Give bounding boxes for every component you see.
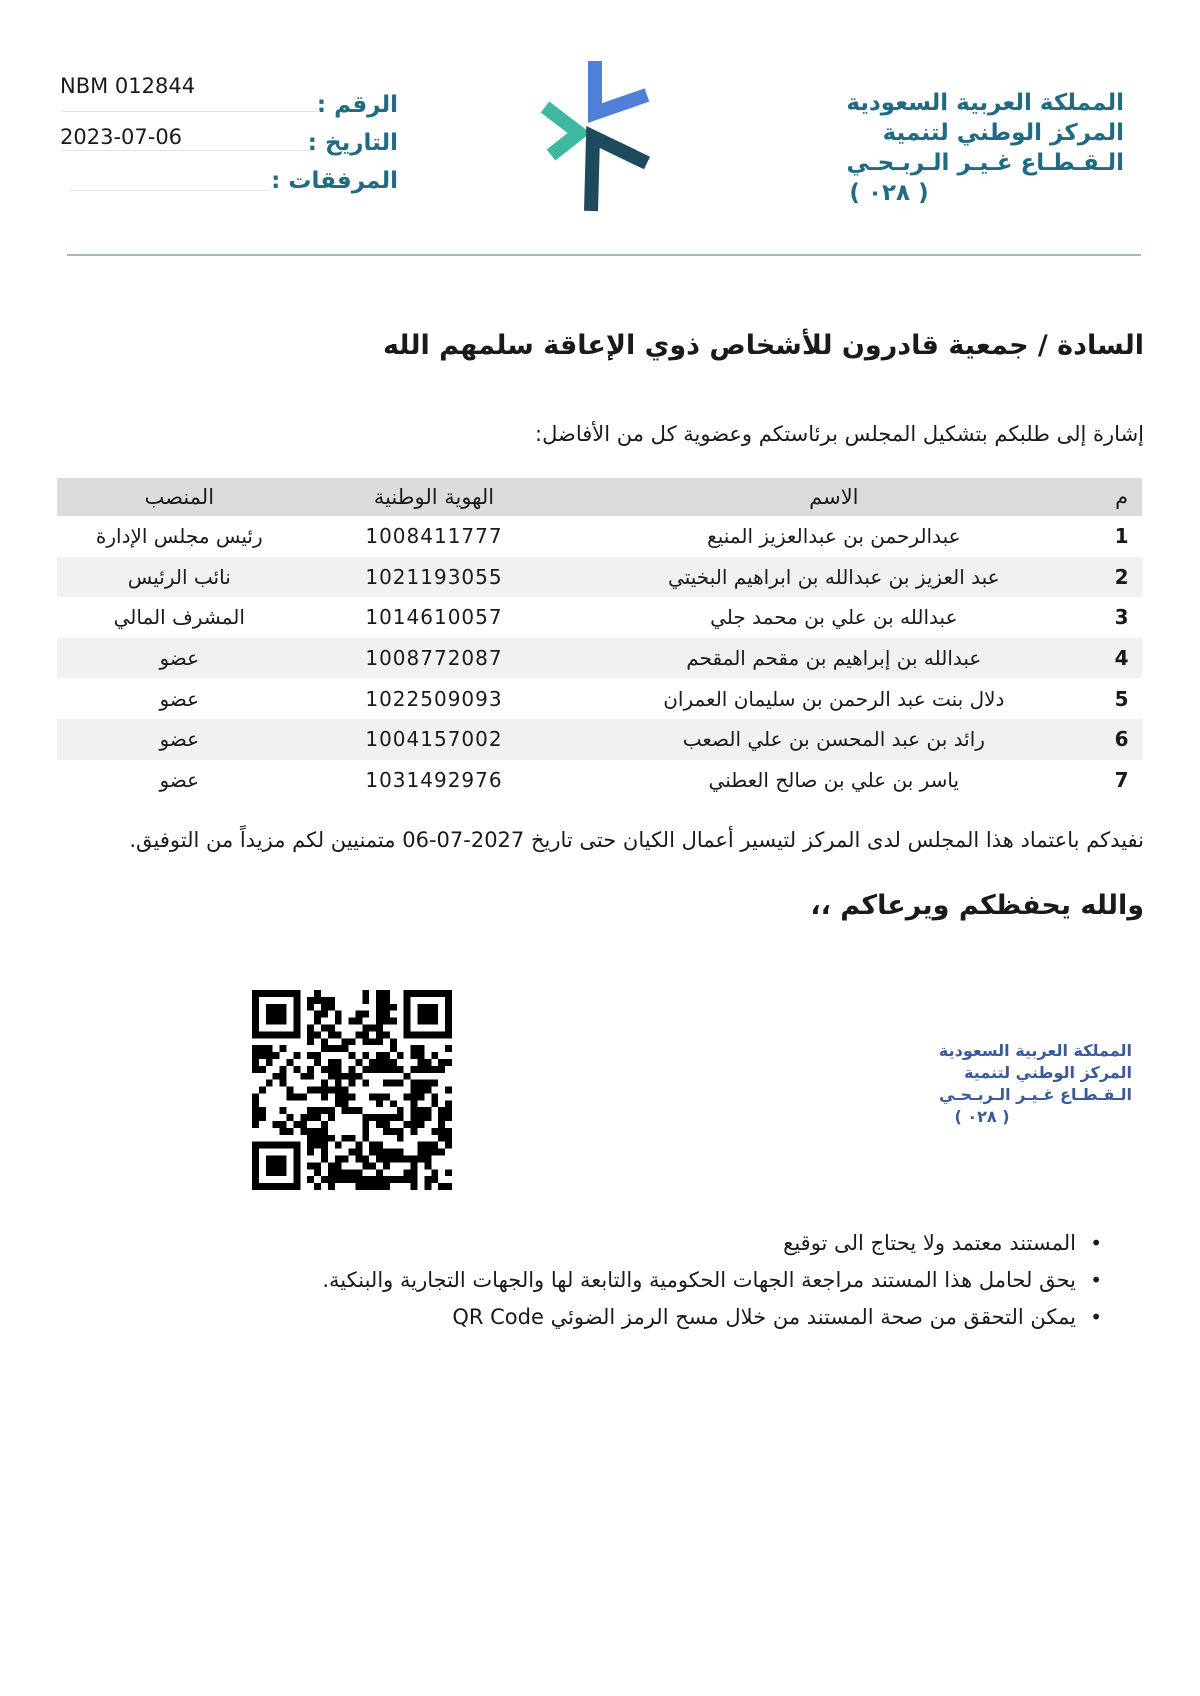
stamp-line-1: المملكة العربية السعودية	[938, 1041, 1132, 1060]
row-name: ياسر بن علي بن صالح العطني	[708, 767, 960, 792]
row-num: 6	[1101, 719, 1142, 760]
note-item: • يمكن التحقق من صحة المستند من خلال مسح الرمز الضوئي QR Code	[322, 1299, 1102, 1336]
row-role: رئيس مجلس الإدارة	[95, 524, 263, 549]
number-value: NBM 012844	[60, 74, 196, 98]
row-num: 5	[1114, 686, 1129, 711]
row-num: 3	[1114, 605, 1129, 630]
table-row	[57, 516, 1142, 557]
row-name: رائد بن عبد المحسن بن علي الصعب	[566, 719, 1101, 760]
center-logo-icon	[535, 55, 655, 215]
row-id: 1008772087	[302, 638, 567, 679]
row-num: 7	[1114, 767, 1129, 792]
attachments-label: المرفقات :	[271, 168, 398, 194]
row-id: 1021193055	[302, 557, 567, 598]
number-line	[62, 111, 320, 112]
date-value: 2023-07-06	[60, 125, 183, 149]
note-item: • يحق لحامل هذا المستند مراجعة الجهات الحكومية والتابعة لها والجهات التجارية والبنكية.	[322, 1262, 1102, 1299]
row-role: المشرف المالي	[113, 605, 245, 630]
org-line-2: المركز الوطني لتنمية	[882, 120, 1124, 146]
table-row	[57, 719, 1142, 760]
intro-text: إشارة إلى طلبكم بتشكيل المجلس برئاستكم وعضوية كل من الأفاضل:	[535, 422, 1144, 446]
header-num: م	[1101, 478, 1142, 516]
row-num: 2	[1101, 557, 1142, 598]
regards: والله يحفظكم ويرعاكم ،،	[810, 890, 1144, 921]
header-role: المنصب	[57, 478, 302, 516]
row-id: 1008411777	[365, 524, 503, 549]
row-role: عضو	[57, 638, 302, 679]
row-num: 4	[1101, 638, 1142, 679]
stamp-line-3: الـقـطـاع غـيـر الـربـحـي	[938, 1085, 1132, 1104]
row-num: 1	[1114, 524, 1129, 549]
row-name: دلال بنت عبد الرحمن بن سليمان العمران	[663, 686, 1005, 711]
row-name: عبدالرحمن بن عبدالعزيز المنيع	[707, 524, 961, 549]
qr-code-icon	[252, 990, 452, 1190]
table-row	[57, 678, 1142, 719]
closing-date: 2027-07-06	[402, 828, 525, 852]
row-name: عبدالله بن علي بن محمد جلي	[710, 605, 958, 630]
org-line-1: المملكة العربية السعودية	[846, 90, 1124, 116]
header-name: الاسم	[566, 478, 1101, 516]
organization-stamp	[892, 1040, 1132, 1128]
salutation: السادة / جمعية قادرون للأشخاص ذوي الإعاقة سلمهم الله	[382, 330, 1144, 361]
table-header-row	[57, 478, 1142, 516]
row-name: عبد العزيز بن عبدالله بن ابراهيم البخيتي	[566, 557, 1101, 598]
row-role: عضو	[159, 686, 200, 711]
members-table	[57, 478, 1142, 800]
row-role: عضو	[159, 767, 200, 792]
organization-name	[764, 88, 1124, 208]
row-id: 1031492976	[365, 767, 503, 792]
header-id: الهوية الوطنية	[302, 478, 567, 516]
row-id: 1014610057	[365, 605, 503, 630]
row-name: عبدالله بن إبراهيم بن مقحم المقحم	[566, 638, 1101, 679]
closing-after: متمنيين لكم مزيداً من التوفيق.	[129, 828, 396, 852]
number-label: الرقم :	[316, 92, 398, 118]
attachments-line	[70, 190, 270, 191]
row-id: 1004157002	[302, 719, 567, 760]
row-role: نائب الرئيس	[57, 557, 302, 598]
row-role: عضو	[57, 719, 302, 760]
table-row	[57, 638, 1142, 679]
table-row	[57, 597, 1142, 638]
org-code: ( ٠٢٨ )	[849, 180, 929, 206]
table-row	[57, 760, 1142, 801]
date-label: التاريخ :	[307, 130, 398, 156]
closing-text	[129, 828, 1144, 852]
date-line	[62, 150, 312, 151]
table-row	[57, 557, 1142, 598]
stamp-code: ( ٠٢٨ )	[954, 1107, 1010, 1126]
note-item: • المستند معتمد ولا يحتاج الى توقيع	[322, 1225, 1102, 1262]
notes-list	[322, 1225, 1102, 1336]
stamp-line-2: المركز الوطني لتنمية	[964, 1063, 1132, 1082]
org-line-3: الـقـطـاع غـيـر الـربـحـي	[846, 150, 1124, 176]
closing-before: نفيدكم باعتماد هذا المجلس لدى المركز لتيسير أعمال الكيان حتى تاريخ	[530, 828, 1144, 852]
header-divider	[67, 254, 1141, 256]
row-id: 1022509093	[365, 686, 503, 711]
